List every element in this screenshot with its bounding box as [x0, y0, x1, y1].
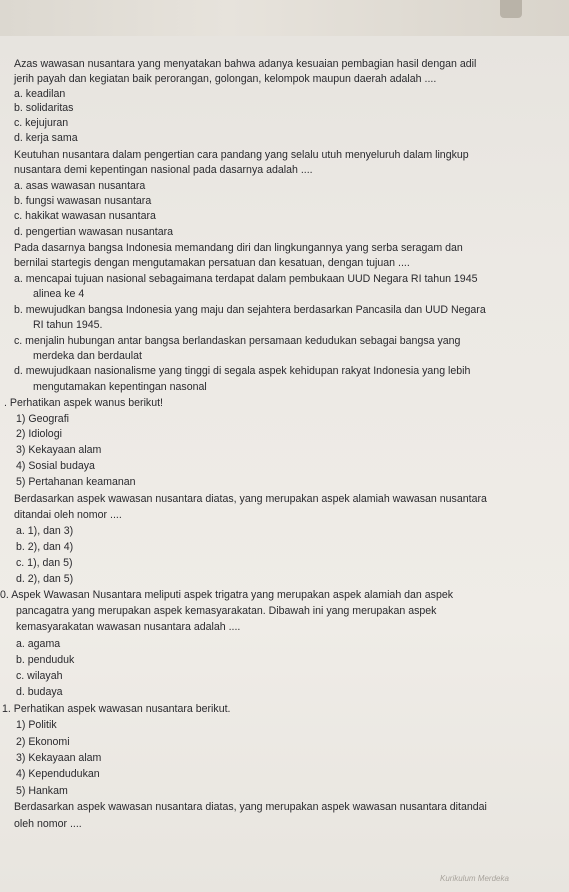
- text-line: Pada dasarnya bangsa Indonesia memandang diri dan lingkungannya yang serba seragam dan: [14, 242, 463, 254]
- text-line: a. keadilan: [14, 88, 66, 100]
- text-line: c. menjalin hubungan antar bangsa berlandaskan persamaan kedudukan sebagai bangsa yang: [14, 335, 461, 347]
- text-line: d. pengertian wawasan nusantara: [14, 226, 174, 238]
- text-line: alinea ke 4: [33, 288, 85, 300]
- text-line: b. 2), dan 4): [16, 541, 74, 553]
- text-line: a. mencapai tujuan nasional sebagaimana terdapat dalam pembukaan UUD Negara RI tahun 1945: [14, 273, 478, 285]
- text-line: 3) Kekayaan alam: [16, 444, 102, 456]
- text-line: d. 2), dan 5): [16, 573, 74, 585]
- text-line: a. asas wawasan nusantara: [14, 180, 146, 192]
- text-line: Azas wawasan nusantara yang menyatakan bahwa adanya kesuaian pembagian hasil dengan adil: [14, 58, 477, 70]
- text-line: RI tahun 1945.: [33, 319, 103, 331]
- text-line: . Perhatikan aspek wanus berikut!: [4, 397, 163, 409]
- text-line: 3) Kekayaan alam: [16, 752, 102, 764]
- text-line: a. 1), dan 3): [16, 525, 74, 537]
- text-line: a. agama: [16, 638, 61, 650]
- text-line: ditandai oleh nomor ....: [14, 509, 122, 521]
- text-line: d. budaya: [16, 686, 63, 698]
- text-line: b. penduduk: [16, 654, 75, 666]
- text-line: b. fungsi wawasan nusantara: [14, 195, 152, 207]
- text-line: d. kerja sama: [14, 132, 78, 144]
- text-line: 5) Pertahanan keamanan: [16, 476, 136, 488]
- text-line: bernilai startegis dengan mengutamakan persatuan dan kesatuan, dengan tujuan ....: [14, 257, 410, 269]
- text-line: Berdasarkan aspek wawasan nusantara diatas, yang merupakan aspek alamiah wawasan nusantara: [14, 493, 487, 505]
- text-line: Keutuhan nusantara dalam pengertian cara pandang yang selalu utuh menyeluruh dalam lingkup: [14, 149, 469, 161]
- text-line: c. kejujuran: [14, 117, 69, 129]
- page-top-edge: [0, 0, 569, 36]
- text-line: c. hakikat wawasan nusantara: [14, 210, 156, 222]
- text-line: 4) Kependudukan: [16, 768, 100, 780]
- text-line: c. wilayah: [16, 670, 63, 682]
- text-line: kemasyarakatan wawasan nusantara adalah ....: [16, 621, 241, 633]
- text-line: 1) Politik: [16, 719, 57, 731]
- text-line: 5) Hankam: [16, 785, 68, 797]
- text-line: 1) Geografi: [16, 413, 69, 425]
- text-line: b. solidaritas: [14, 102, 74, 114]
- text-line: mengutamakan kepentingan nasonal: [33, 381, 207, 393]
- text-line: 2) Idiologi: [16, 428, 62, 440]
- text-line: Berdasarkan aspek wawasan nusantara diatas, yang merupakan aspek wawasan nusantara ditandai: [14, 801, 487, 813]
- text-line: oleh nomor ....: [14, 818, 82, 830]
- text-line: 4) Sosial budaya: [16, 460, 95, 472]
- text-line: b. mewujudkan bangsa Indonesia yang maju dan sejahtera berdasarkan Pancasila dan UUD Negara: [14, 304, 486, 316]
- text-line: pancagatra yang merupakan aspek kemasyarakatan. Dibawah ini yang merupakan aspek: [16, 605, 437, 617]
- text-line: 2) Ekonomi: [16, 736, 70, 748]
- text-line: 1. Perhatikan aspek wawasan nusantara berikut.: [2, 703, 231, 715]
- text-line: d. mewujudkaan nasionalisme yang tinggi di segala aspek kehidupan rakyat Indonesia yang lebih: [14, 365, 471, 377]
- text-line: nusantara demi kepentingan nasional pada dasarnya adalah ....: [14, 164, 313, 176]
- text-line: c. 1), dan 5): [16, 557, 73, 569]
- text-line: jerih payah dan kegiatan baik perorangan, golongan, kelompok maupun daerah adalah ....: [14, 73, 437, 85]
- binder-clip: [500, 0, 522, 18]
- text-line: merdeka dan berdaulat: [33, 350, 142, 362]
- text-line: 0. Aspek Wawasan Nusantara meliputi aspek trigatra yang merupakan aspek alamiah dan aspek: [0, 589, 454, 601]
- footer-watermark: Kurikulum Merdeka: [440, 874, 509, 883]
